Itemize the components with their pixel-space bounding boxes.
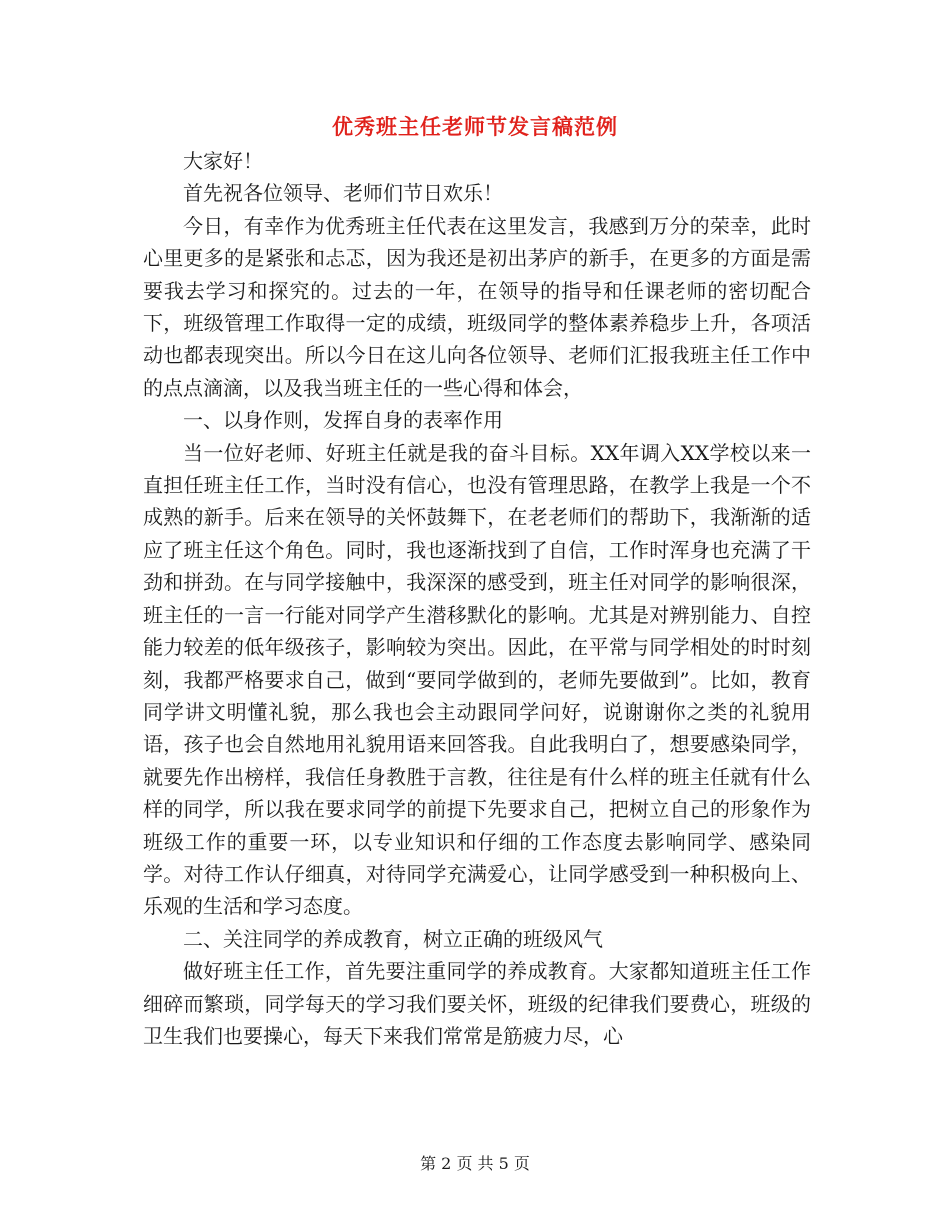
paragraph-intro: 今日，有幸作为优秀班主任代表在这里发言，我感到万分的荣幸，此时心里更多的是紧张和忐忑，因为我还是初出茅庐的新手，在更多的方面是需要我去学习和探究的。过去的一年，在领导的指导和任课老师的密切配合下，班级管理工作取得一定的成绩，班级同学的整体素养稳步上升，各项活动也都表现突出。所以今日在这儿向各位领导、老师们汇报我班主任工作中的点点滴滴，以及我当班主任的一些心得和体会， xyxy=(143,213,811,400)
paragraph-section-2: 做好班主任工作，首先要注重同学的养成教育。大家都知道班主任工作细碎而繁琐，同学每天的学习我们要关怀，班级的纪律我们要费心，班级的卫生我们也要操心，每天下来我们常常是筋疲力尽，心 xyxy=(143,959,811,1048)
paragraph-greeting: 大家好！ xyxy=(183,149,263,173)
document-title: 优秀班主任老师节发言稿范例 xyxy=(332,115,618,139)
page-number-footer: 第 2 页 共 5 页 xyxy=(420,1154,530,1173)
document-body xyxy=(143,145,811,1052)
paragraph-wishes: 首先祝各位领导、老师们节日欢乐！ xyxy=(183,181,503,206)
section-heading-2: 二、关注同学的养成教育，树立正确的班级风气 xyxy=(183,926,603,951)
paragraph-section-1: 当一位好老师、好班主任就是我的奋斗目标。XX年调入XX学校以来一直担任班主任工作，当时没有信心，也没有管理思路，在教学上我是一个不成熟的新手。后来在领导的关怀鼓舞下，在老老师们的帮助下，我渐渐的适应了班主任这个角色。同时，我也逐渐找到了自信，工作时浑身也充满了干劲和拼劲。在与同学接触中，我深深的感受到，班主任对同学的影响很深，班主任的一言一行能对同学产生潜移默化的影响。尤其是对辨别能力、自控能力较差的低年级孩子，影响较为突出。因此，在平常与同学相处的时时刻刻，我都严格要求自己，做到“要同学做到的，老师先要做到”。比如，教育同学讲文明懂礼貌，那么我也会主动跟同学问好，说谢谢你之类的礼貌用语，孩子也会自然地用礼貌用语来回答我。自此我明白了，想要感染同学，就要先作出榜样，我信任身教胜于言教，往往是有什么样的班主任就有什么样的同学，所以我在要求同学的前提下先要求自己，把树立自己的形象作为班级工作的重要一环，以专业知识和仔细的工作态度去影响同学、感染同学。对待工作认仔细真，对待同学充满爱心，让同学感受到一种积极向上、乐观的生活和学习态度。 xyxy=(143,440,811,919)
section-heading-1: 一、以身作则，发挥自身的表率作用 xyxy=(183,408,503,433)
